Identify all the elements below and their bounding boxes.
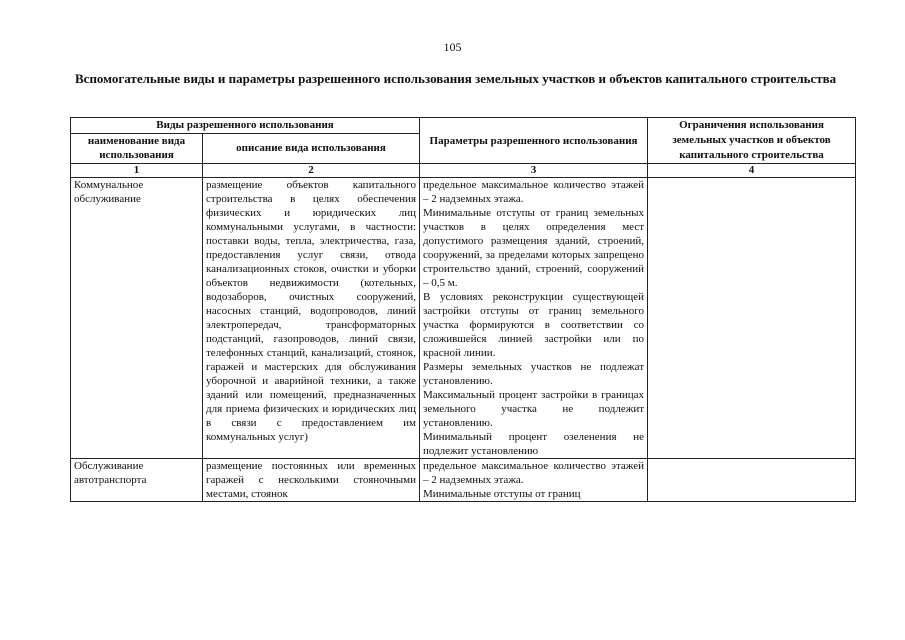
use-description: размещение объектов капитального строительства в целях обеспечения физических и юридических лиц коммунальными услугами, в частности: поставки воды, тепла, электричества, газа, предоставления услуг связи, отвода канализационных стоков, очистки и уборки объектов недвижимости (котельных, водозаборов, очистных сооружений, насосных станций, водопроводов, линий электропередач, трансформаторных подстанций, газопроводов, линий связи, телефонных станций, канализаций, стоянок, гаражей и мастерских для обслуживания уборочной и аварийной техники, а также зданий или помещений, предназначенных для приема физических и юридических лиц в связи с предоставлением им коммунальных услуг) bbox=[203, 178, 420, 459]
use-params bbox=[420, 178, 648, 459]
param-line: Минимальный процент озеленения не подлежит установлению bbox=[423, 431, 645, 457]
param-line: предельное максимальное количество этажей – 2 надземных этажа. bbox=[423, 460, 645, 486]
column-number: 2 bbox=[203, 164, 420, 178]
use-description-text: размещение постоянных или временных гаражей с несколькими стояночными местами, стоянок bbox=[206, 460, 417, 500]
param-line: В условиях реконструкции существующей застройки отступы от границ земельного участка формируются в соответствии со сложившейся линией застройки или по красной линии. bbox=[423, 291, 645, 359]
column-number: 1 bbox=[71, 164, 203, 178]
table-row bbox=[71, 459, 856, 502]
use-name: Коммунальное обслуживание bbox=[71, 178, 203, 459]
use-name bbox=[71, 459, 203, 502]
header-params: Параметры разрешенного использования bbox=[420, 118, 648, 164]
use-description bbox=[203, 459, 420, 502]
param-line: Размеры земельных участков не подлежат установлению. bbox=[423, 361, 645, 387]
page-number: 105 bbox=[443, 40, 462, 54]
use-params bbox=[420, 459, 648, 502]
table-row bbox=[71, 178, 856, 459]
column-number: 4 bbox=[648, 164, 856, 178]
header-name: наименование вида использования bbox=[71, 133, 203, 163]
use-restrictions bbox=[648, 178, 856, 459]
header-description: описание вида использования bbox=[203, 133, 420, 163]
document-title: Вспомогательные виды и параметры разрешенного использования земельных участков и объектов капитального строительства bbox=[75, 71, 837, 86]
land-use-table bbox=[70, 117, 856, 502]
table-header-row-1 bbox=[71, 118, 856, 134]
header-restrictions: Ограничения использования земельных участков и объектов капитального строительства bbox=[648, 118, 856, 164]
param-line: Максимальный процент застройки в границах земельного участка не подлежит установлению. bbox=[423, 389, 645, 429]
column-number: 3 bbox=[420, 164, 648, 178]
param-line: Минимальные отступы от границ земельных участков в целях определения мест допустимого размещения зданий, строений, сооружений, за пределами которых запрещено строительство зданий, строений, сооружений – 0,5 м. bbox=[423, 207, 645, 289]
column-numbers-row bbox=[71, 164, 856, 178]
param-line: предельное максимальное количество этажей – 2 надземных этажа. bbox=[423, 179, 645, 205]
use-restrictions bbox=[648, 459, 856, 502]
header-group-types: Виды разрешенного использования bbox=[71, 118, 420, 134]
param-line: Минимальные отступы от границ bbox=[423, 488, 581, 500]
use-name-text: Обслуживание автотранспорта bbox=[74, 460, 147, 486]
